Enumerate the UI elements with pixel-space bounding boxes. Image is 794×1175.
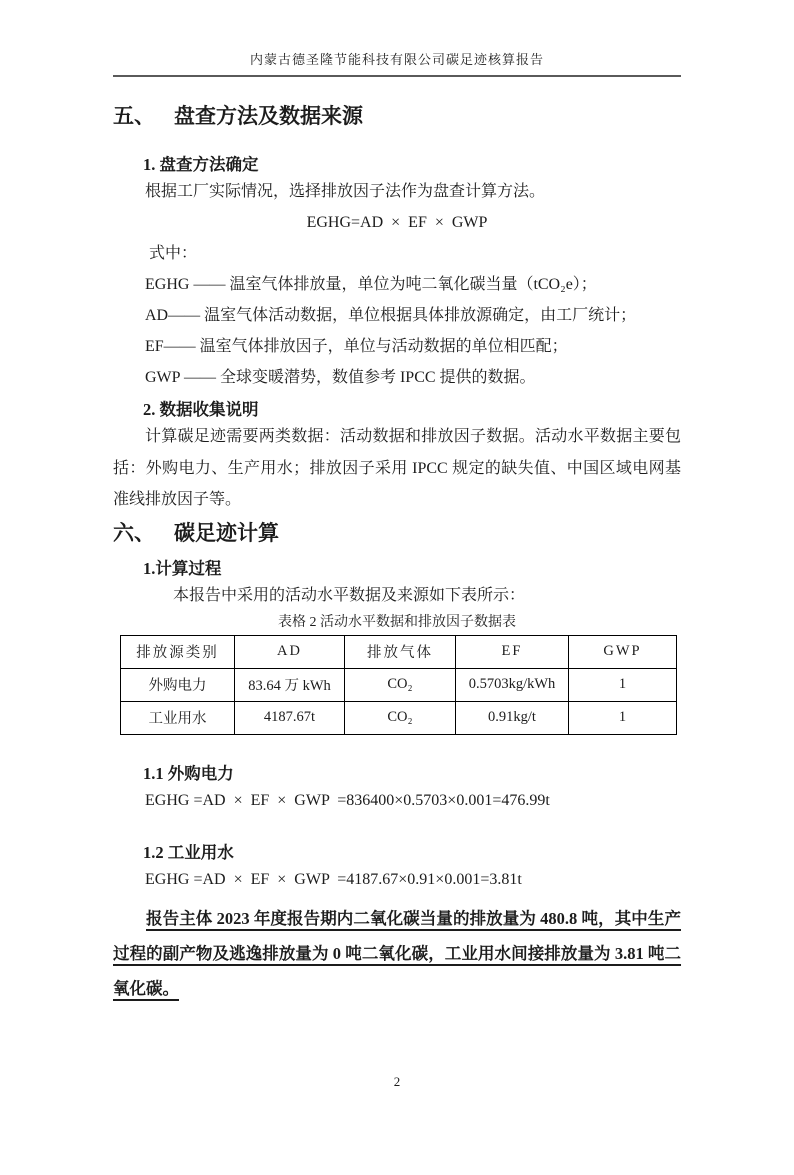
electricity-formula: EGHG =AD × EF × GWP =836400×0.5703×0.001=476.99t: [145, 791, 550, 809]
sub-1-1-heading: 1.1 外购电力: [143, 763, 234, 783]
calc-process-heading: 1.计算过程: [143, 558, 222, 578]
cell-ad-water: 4187.67t: [235, 701, 345, 734]
ghg-formula: EGHG=AD × EF × GWP: [306, 214, 488, 231]
table-row: [121, 701, 677, 734]
table-intro-text: 本报告中采用的活动水平数据及来源如下表所示：: [173, 586, 526, 604]
cell-ad-electricity: 83.64 万 kWh: [235, 668, 345, 701]
page-number: 2: [393, 1074, 401, 1089]
cell-gwp-water: 1: [569, 701, 677, 734]
table-row: [121, 668, 677, 701]
section-5-sub-1-heading: 1. 盘查方法确定: [143, 155, 259, 174]
report-header: [113, 52, 681, 77]
sub-1-2-heading: 1.2 工业用水: [143, 842, 234, 862]
col-header-ad: AD: [235, 635, 345, 668]
table-header-row: [121, 635, 677, 668]
table-caption: 表格 2 活动水平数据和排放因子数据表: [278, 614, 516, 630]
section-5-number: 五、: [113, 104, 155, 128]
cell-source-electricity: 外购电力: [121, 668, 235, 701]
activity-data-table: [120, 635, 677, 735]
document-body: [113, 104, 681, 1006]
col-header-gas: 排放气体: [345, 635, 456, 668]
section-5-title: 盘查方法及数据来源: [174, 104, 363, 128]
section-6-heading: [113, 521, 681, 545]
cell-source-water: 工业用水: [121, 701, 235, 734]
definition-gwp: GWP —— 全球变暖潜势，数值参考 IPCC 提供的数据。: [145, 369, 536, 386]
cell-gas-electricity: CO₂: [345, 668, 456, 701]
col-header-source: 排放源类别: [121, 635, 235, 668]
section-5-sub-2-heading: 2. 数据收集说明: [143, 400, 259, 419]
definition-ad: AD—— 温室气体活动数据，单位根据具体排放源确定，由工厂统计；: [145, 307, 637, 324]
cell-ef-water: 0.91kg/t: [456, 701, 569, 734]
conclusion-paragraph: 报告主体 2023 年度报告期内二氧化碳当量的排放量为 480.8 吨，其中生产过程的副产物及逃逸排放量为 0 吨二氧化碳，工业用水间接排放量为 3.81 吨二氧化碳。: [113, 908, 682, 998]
cell-gas-water: CO₂: [345, 701, 456, 734]
cell-gwp-electricity: 1: [569, 668, 677, 701]
where-label: 式中：: [149, 245, 198, 262]
report-header-title: 内蒙古德圣隆节能科技有限公司碳足迹核算报告: [249, 52, 544, 67]
col-header-gwp: GWP: [569, 635, 677, 668]
method-intro-text: 根据工厂实际情况，选择排放因子法作为盘查计算方法。: [145, 183, 546, 200]
cell-ef-electricity: 0.5703kg/kWh: [456, 668, 569, 701]
data-collection-paragraph: 计算碳足迹需要两类数据：活动数据和排放因子数据。活动水平数据主要包括：外购电力、生产用水；排放因子采用 IPCC 规定的缺失值、中国区域电网基准线排放因子等。: [113, 428, 681, 508]
section-6-number: 六、: [113, 520, 155, 545]
col-header-ef: EF: [456, 635, 569, 668]
section-5-heading: [113, 104, 681, 128]
section-6-title: 碳足迹计算: [174, 520, 279, 545]
water-formula: EGHG =AD × EF × GWP =4187.67×0.91×0.001=3.81t: [145, 870, 522, 888]
definition-eghg: EGHG —— 温室气体排放量，单位为吨二氧化碳当量（tCO₂e）；: [145, 276, 597, 293]
document-page: [0, 52, 794, 1175]
definition-ef: EF—— 温室气体排放因子，单位与活动数据的单位相匹配；: [145, 338, 568, 355]
